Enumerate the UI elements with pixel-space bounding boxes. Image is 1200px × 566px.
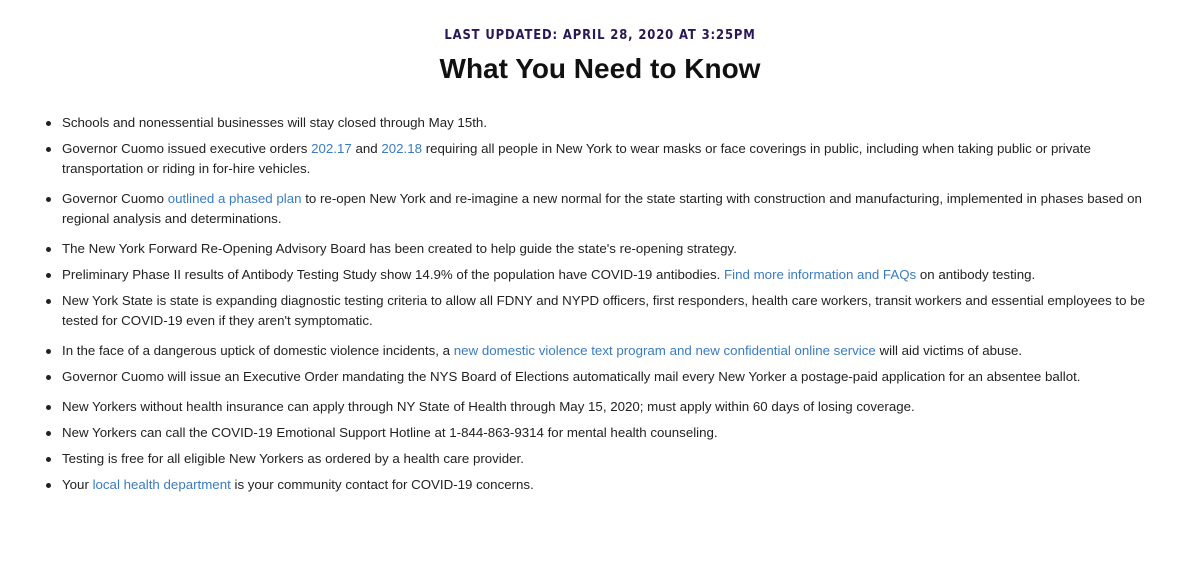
list-item [40,291,1170,331]
item-text: Preliminary Phase II results of Antibody Testing Study show 14.9% of the population have COVID-19 antibodies. [62,267,725,282]
inline-link[interactable]: 202.17 [311,141,352,156]
list-item [40,397,1170,417]
list-item [40,189,1170,229]
item-text: Testing is free for all eligible New Yorkers as ordered by a health care provider. [62,451,524,466]
item-text: Governor Cuomo will issue an Executive Order mandating the NYS Board of Elections automatically mail every New Yorker a postage-paid application for an absentee ballot. [62,369,1081,384]
item-text: New York State is state is expanding diagnostic testing criteria to allow all FDNY and NYPD officers, first responders, health care workers, transit workers and essential employees to be tested for COVID-19 even if they aren't symptomatic. [62,293,1145,328]
item-text: to re-open New York and re-imagine a new normal for the state starting with construction and manufacturing, implemented in phases based on regional analysis and determinations. [62,191,1142,226]
page-title: What You Need to Know [439,53,761,84]
list-item [40,367,1170,387]
last-updated-label: LAST UPDATED: APRIL 28, 2020 AT 3:25PM [444,27,756,43]
item-text: The New York Forward Re-Opening Advisory Board has been created to help guide the state's re-opening strategy. [62,241,737,256]
inline-link[interactable]: outlined a phased plan [167,191,302,206]
item-text: New Yorkers without health insurance can apply through NY State of Health through May 15, 2020; must apply within 60 days of losing coverage. [62,399,915,414]
page-header [0,26,1200,86]
item-text: will aid victims of abuse. [875,343,1023,358]
inline-link[interactable]: local health department [92,477,231,492]
item-text: Governor Cuomo [62,191,168,206]
item-text: on antibody testing. [916,267,1036,282]
item-text: In the face of a dangerous uptick of domestic violence incidents, a [62,343,454,358]
list-item [40,139,1170,179]
inline-link[interactable]: new domestic violence text program and new confidential online service [453,343,876,358]
item-text: Governor Cuomo issued executive orders [62,141,312,156]
item-text: requiring all people in New York to wear masks or face coverings in public, including when taking public or private transportation or riding in for-hire vehicles. [62,141,1091,176]
list-item [40,475,1170,495]
item-text: New Yorkers can call the COVID-19 Emotional Support Hotline at 1-844-863-9314 for mental health counseling. [62,425,718,440]
list-item [40,113,1170,133]
info-bullet-list [40,113,1170,501]
item-text: and [351,141,382,156]
list-item [40,423,1170,443]
list-item [40,449,1170,469]
inline-link[interactable]: 202.18 [381,141,422,156]
item-text: Your [62,477,93,492]
list-item [40,341,1170,361]
list-item [40,239,1170,259]
list-item [40,265,1170,285]
item-text: Schools and nonessential businesses will stay closed through May 15th. [62,115,488,130]
inline-link[interactable]: Find more information and FAQs [724,267,917,282]
item-text: is your community contact for COVID-19 concerns. [230,477,534,492]
